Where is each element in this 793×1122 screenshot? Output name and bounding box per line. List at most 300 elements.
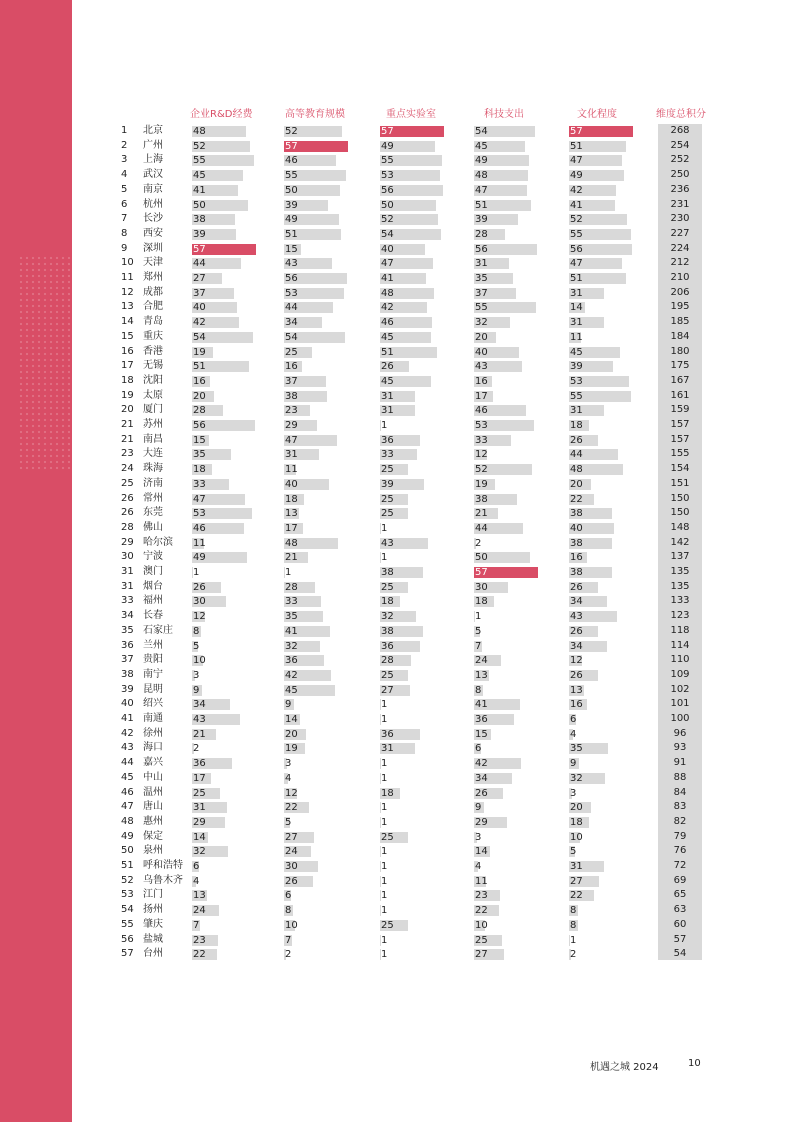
score-value: 31 xyxy=(570,317,583,329)
table-row xyxy=(0,389,793,404)
score-value: 55 xyxy=(570,228,583,240)
score-value: 49 xyxy=(193,552,206,564)
score-value: 18 xyxy=(475,596,488,608)
table-row xyxy=(0,330,793,345)
score-value: 49 xyxy=(475,155,488,167)
rank-number: 10 xyxy=(121,257,134,269)
score-value: 56 xyxy=(475,243,488,255)
city-name: 常州 xyxy=(143,492,163,504)
rank-number: 37 xyxy=(121,654,134,666)
city-name: 南通 xyxy=(143,713,163,724)
score-value: 37 xyxy=(475,287,488,299)
score-value: 43 xyxy=(285,258,298,270)
score-value: 36 xyxy=(381,728,394,740)
score-value: 55 xyxy=(475,302,488,314)
score-value: 1 xyxy=(381,714,388,725)
score-value: 5 xyxy=(475,625,482,637)
score-value: 33 xyxy=(381,449,394,461)
rank-number: 6 xyxy=(121,198,128,210)
score-value: 18 xyxy=(570,420,583,431)
score-value: 38 xyxy=(285,390,298,402)
city-name: 济南 xyxy=(143,477,163,489)
rank-number: 12 xyxy=(121,286,134,298)
score-value: 26 xyxy=(475,787,488,799)
score-value: 31 xyxy=(193,802,206,814)
score-value: 16 xyxy=(570,699,583,711)
score-value: 11 xyxy=(570,331,583,343)
table-row xyxy=(0,580,793,595)
score-value: 45 xyxy=(475,140,488,152)
city-name: 泉州 xyxy=(143,845,163,857)
table-row xyxy=(0,227,793,242)
score-value: 1 xyxy=(381,420,388,431)
table-row xyxy=(0,256,793,271)
score-value: 33 xyxy=(475,434,488,446)
score-value: 1 xyxy=(381,552,388,564)
table-row xyxy=(0,712,793,727)
score-value: 19 xyxy=(193,346,206,358)
score-value: 15 xyxy=(475,728,488,740)
score-value: 47 xyxy=(285,434,298,446)
score-value: 26 xyxy=(193,581,206,593)
score-value: 41 xyxy=(570,199,583,211)
table-row xyxy=(0,800,793,815)
score-value: 26 xyxy=(285,875,298,887)
score-value: 36 xyxy=(381,640,394,652)
table-row xyxy=(0,477,793,492)
score-value: 32 xyxy=(193,846,206,858)
score-value: 13 xyxy=(475,669,488,681)
score-value: 13 xyxy=(193,890,206,902)
score-value: 54 xyxy=(193,331,206,343)
total-score: 54 xyxy=(673,948,687,960)
city-name: 呼和浩特 xyxy=(143,860,183,871)
rank-number: 1 xyxy=(121,125,128,136)
score-value: 42 xyxy=(381,302,394,314)
table-row xyxy=(0,918,793,933)
city-name: 保定 xyxy=(143,830,163,842)
score-value: 6 xyxy=(193,861,200,872)
score-value: 10 xyxy=(285,919,298,931)
score-value: 47 xyxy=(381,258,394,270)
score-value: 10 xyxy=(475,919,488,931)
table-row xyxy=(0,594,793,609)
rank-number: 48 xyxy=(121,815,134,827)
score-value: 31 xyxy=(381,390,394,402)
table-row xyxy=(0,815,793,830)
score-value: 17 xyxy=(285,522,298,534)
score-value: 3 xyxy=(475,831,482,843)
rank-number: 30 xyxy=(121,551,134,563)
table-row xyxy=(0,874,793,889)
score-value: 31 xyxy=(570,287,583,299)
score-value: 1 xyxy=(381,758,388,770)
table-row xyxy=(0,315,793,330)
total-score: 167 xyxy=(670,374,690,386)
score-value: 40 xyxy=(570,522,583,534)
rank-number: 43 xyxy=(121,742,134,754)
city-name: 盐城 xyxy=(143,933,163,945)
score-value: 52 xyxy=(381,214,394,226)
score-value: 44 xyxy=(193,258,206,270)
score-value: 31 xyxy=(570,861,583,872)
city-name: 武汉 xyxy=(143,169,163,181)
rank-number: 16 xyxy=(121,345,134,357)
score-value: 6 xyxy=(475,743,482,755)
total-score: 157 xyxy=(670,433,690,445)
score-value: 34 xyxy=(570,596,583,608)
table-row xyxy=(0,418,793,433)
score-value: 2 xyxy=(570,949,577,961)
score-value: 51 xyxy=(193,361,206,373)
rank-number: 56 xyxy=(121,933,134,945)
table-row xyxy=(0,345,793,360)
city-name: 郑州 xyxy=(143,272,163,283)
total-score: 93 xyxy=(673,742,687,754)
score-value: 38 xyxy=(475,493,488,505)
header-tech-spending: 科技支出 xyxy=(484,109,524,120)
city-name: 昆明 xyxy=(143,683,163,695)
score-value: 40 xyxy=(475,346,488,358)
city-name: 合肥 xyxy=(143,301,163,313)
table-row xyxy=(0,668,793,683)
city-name: 西安 xyxy=(143,227,163,239)
score-value: 40 xyxy=(381,243,394,255)
score-value: 57 xyxy=(193,243,206,255)
score-value: 57 xyxy=(285,140,298,152)
score-value: 1 xyxy=(475,611,482,623)
score-value: 1 xyxy=(381,949,388,961)
table-row xyxy=(0,242,793,257)
city-name: 温州 xyxy=(143,786,163,798)
total-score: 236 xyxy=(670,183,690,195)
score-value: 22 xyxy=(193,949,206,961)
city-name: 青岛 xyxy=(143,316,163,328)
score-value: 42 xyxy=(193,317,206,329)
score-value: 20 xyxy=(570,802,583,814)
rank-number: 34 xyxy=(121,610,134,622)
rank-number: 18 xyxy=(121,374,134,386)
score-value: 27 xyxy=(570,875,583,887)
total-score: 82 xyxy=(673,815,687,827)
table-row xyxy=(0,653,793,668)
rank-number: 52 xyxy=(121,874,134,886)
city-name: 厦门 xyxy=(143,404,163,416)
score-value: 35 xyxy=(193,449,206,461)
total-score: 109 xyxy=(670,668,690,680)
rank-number: 57 xyxy=(121,948,134,960)
score-value: 5 xyxy=(285,816,292,828)
score-value: 1 xyxy=(285,567,292,578)
score-value: 19 xyxy=(475,478,488,490)
score-value: 18 xyxy=(193,464,206,476)
city-name: 天津 xyxy=(143,257,163,269)
score-value: 55 xyxy=(570,390,583,402)
score-value: 45 xyxy=(570,346,583,358)
score-value: 35 xyxy=(475,273,488,284)
score-value: 16 xyxy=(570,552,583,564)
rank-number: 39 xyxy=(121,683,134,695)
score-value: 27 xyxy=(285,831,298,843)
score-value: 10 xyxy=(570,831,583,843)
city-name: 大连 xyxy=(143,448,163,460)
total-score: 79 xyxy=(673,830,687,842)
score-value: 1 xyxy=(193,567,200,578)
total-score: 135 xyxy=(670,566,690,577)
score-value: 55 xyxy=(381,155,394,167)
city-name: 乌鲁木齐 xyxy=(143,874,183,886)
score-value: 22 xyxy=(570,890,583,902)
score-value: 39 xyxy=(570,361,583,373)
score-value: 1 xyxy=(381,816,388,828)
score-value: 3 xyxy=(285,758,292,770)
score-value: 38 xyxy=(570,537,583,549)
rank-number: 42 xyxy=(121,727,134,739)
score-value: 55 xyxy=(285,170,298,182)
score-value: 39 xyxy=(381,478,394,490)
score-value: 25 xyxy=(381,493,394,505)
rank-number: 28 xyxy=(121,521,134,533)
rank-number: 23 xyxy=(121,448,134,460)
total-score: 96 xyxy=(673,727,687,739)
score-value: 31 xyxy=(381,743,394,755)
score-value: 35 xyxy=(285,611,298,623)
total-score: 150 xyxy=(670,492,690,504)
score-value: 1 xyxy=(381,890,388,902)
score-value: 50 xyxy=(193,199,206,211)
total-score: 180 xyxy=(670,345,690,357)
score-value: 11 xyxy=(475,875,488,887)
rank-number: 31 xyxy=(121,566,134,577)
score-value: 21 xyxy=(193,728,206,740)
table-row xyxy=(0,933,793,948)
score-value: 39 xyxy=(285,199,298,211)
table-row xyxy=(0,565,793,580)
table-row xyxy=(0,447,793,462)
score-value: 48 xyxy=(193,126,206,137)
score-value: 52 xyxy=(285,126,298,137)
score-value: 51 xyxy=(285,228,298,240)
score-value: 34 xyxy=(285,317,298,329)
total-score: 133 xyxy=(670,595,690,607)
total-score: 100 xyxy=(670,713,690,724)
score-value: 9 xyxy=(285,699,292,711)
score-value: 50 xyxy=(381,199,394,211)
score-value: 53 xyxy=(475,420,488,431)
total-score: 137 xyxy=(670,551,690,563)
score-value: 23 xyxy=(475,890,488,902)
rank-number: 54 xyxy=(121,904,134,916)
score-value: 7 xyxy=(475,640,482,652)
city-name: 南昌 xyxy=(143,433,163,445)
total-score: 65 xyxy=(673,889,687,901)
score-value: 12 xyxy=(570,655,583,667)
score-value: 30 xyxy=(193,596,206,608)
score-value: 17 xyxy=(475,390,488,402)
score-value: 25 xyxy=(381,464,394,476)
score-value: 38 xyxy=(193,214,206,226)
score-value: 24 xyxy=(193,905,206,917)
score-value: 46 xyxy=(381,317,394,329)
city-name: 南宁 xyxy=(143,668,163,680)
table-row xyxy=(0,859,793,874)
score-value: 44 xyxy=(285,302,298,314)
score-value: 51 xyxy=(475,199,488,211)
score-value: 43 xyxy=(381,537,394,549)
rank-number: 15 xyxy=(121,330,134,342)
score-value: 45 xyxy=(381,375,394,387)
score-value: 32 xyxy=(570,772,583,784)
score-value: 11 xyxy=(193,537,206,549)
header-higher-education: 高等教育规模 xyxy=(285,109,345,120)
table-row xyxy=(0,271,793,286)
table-row xyxy=(0,947,793,962)
score-value: 25 xyxy=(475,934,488,946)
score-value: 1 xyxy=(381,802,388,814)
rank-number: 11 xyxy=(121,272,134,283)
table-row xyxy=(0,374,793,389)
rank-number: 55 xyxy=(121,918,134,930)
score-value: 40 xyxy=(285,478,298,490)
score-value: 12 xyxy=(193,611,206,623)
table-row xyxy=(0,506,793,521)
score-value: 25 xyxy=(381,508,394,520)
score-value: 12 xyxy=(475,449,488,461)
city-name: 江门 xyxy=(143,889,163,901)
score-value: 16 xyxy=(285,361,298,373)
score-value: 38 xyxy=(381,625,394,637)
total-score: 159 xyxy=(670,404,690,416)
rank-number: 25 xyxy=(121,477,134,489)
score-value: 25 xyxy=(193,787,206,799)
score-value: 1 xyxy=(381,934,388,946)
table-row xyxy=(0,403,793,418)
total-score: 114 xyxy=(670,639,690,651)
score-value: 29 xyxy=(193,816,206,828)
table-row xyxy=(0,153,793,168)
score-value: 18 xyxy=(570,816,583,828)
score-value: 32 xyxy=(285,640,298,652)
score-value: 24 xyxy=(475,655,488,667)
score-value: 56 xyxy=(570,243,583,255)
score-value: 53 xyxy=(285,287,298,299)
score-value: 31 xyxy=(285,449,298,461)
score-value: 25 xyxy=(381,831,394,843)
score-value: 1 xyxy=(570,934,577,946)
total-score: 195 xyxy=(670,301,690,313)
table-row xyxy=(0,609,793,624)
score-value: 28 xyxy=(285,581,298,593)
score-value: 30 xyxy=(285,861,298,872)
score-value: 25 xyxy=(381,669,394,681)
score-value: 14 xyxy=(570,302,583,314)
score-value: 39 xyxy=(475,214,488,226)
table-row xyxy=(0,212,793,227)
score-value: 43 xyxy=(193,714,206,725)
score-value: 50 xyxy=(285,184,298,196)
score-value: 13 xyxy=(285,508,298,520)
score-value: 26 xyxy=(381,361,394,373)
header-key-labs: 重点实验室 xyxy=(386,109,436,120)
score-value: 18 xyxy=(381,596,394,608)
page-number: 10 xyxy=(688,1058,701,1069)
score-value: 51 xyxy=(570,140,583,152)
score-value: 8 xyxy=(570,919,577,931)
score-value: 4 xyxy=(193,875,200,887)
score-value: 5 xyxy=(570,846,577,858)
header-education-level: 文化程度 xyxy=(577,109,617,120)
score-value: 53 xyxy=(381,170,394,182)
score-value: 41 xyxy=(285,625,298,637)
total-score: 268 xyxy=(670,125,690,136)
rank-number: 24 xyxy=(121,463,134,475)
total-score: 175 xyxy=(670,360,690,372)
score-value: 39 xyxy=(193,228,206,240)
score-value: 34 xyxy=(570,640,583,652)
score-value: 52 xyxy=(193,140,206,152)
rank-number: 31 xyxy=(121,580,134,592)
table-row xyxy=(0,462,793,477)
score-value: 29 xyxy=(475,816,488,828)
table-row xyxy=(0,830,793,845)
rank-number: 53 xyxy=(121,889,134,901)
table-row xyxy=(0,697,793,712)
score-value: 3 xyxy=(193,669,200,681)
rank-number: 14 xyxy=(121,316,134,328)
total-score: 254 xyxy=(670,139,690,151)
score-value: 1 xyxy=(381,846,388,858)
total-score: 154 xyxy=(670,463,690,475)
total-score: 184 xyxy=(670,330,690,342)
score-value: 46 xyxy=(475,405,488,417)
score-value: 52 xyxy=(570,214,583,226)
rank-number: 50 xyxy=(121,845,134,857)
score-value: 38 xyxy=(570,508,583,520)
score-value: 8 xyxy=(193,625,200,637)
rank-number: 33 xyxy=(121,595,134,607)
score-value: 47 xyxy=(570,258,583,270)
score-value: 21 xyxy=(475,508,488,520)
total-score: 91 xyxy=(673,757,687,769)
total-score: 157 xyxy=(670,419,690,430)
score-value: 22 xyxy=(570,493,583,505)
total-score: 69 xyxy=(673,874,687,886)
rank-number: 41 xyxy=(121,713,134,724)
score-value: 54 xyxy=(381,228,394,240)
table-row xyxy=(0,624,793,639)
table-row xyxy=(0,771,793,786)
table-row xyxy=(0,844,793,859)
score-value: 54 xyxy=(475,126,488,137)
total-score: 227 xyxy=(670,227,690,239)
score-value: 44 xyxy=(570,449,583,461)
score-value: 4 xyxy=(475,861,482,872)
score-value: 53 xyxy=(193,508,206,520)
city-name: 香港 xyxy=(143,345,163,357)
table-row xyxy=(0,756,793,771)
score-value: 32 xyxy=(475,317,488,329)
score-value: 40 xyxy=(193,302,206,314)
score-value: 1 xyxy=(381,875,388,887)
score-value: 4 xyxy=(570,728,577,740)
city-name: 哈尔滨 xyxy=(143,536,173,548)
score-value: 50 xyxy=(475,552,488,564)
table-row xyxy=(0,168,793,183)
city-name: 成都 xyxy=(143,286,163,298)
total-score: 60 xyxy=(673,918,687,930)
score-value: 8 xyxy=(285,905,292,917)
city-name: 福州 xyxy=(143,595,163,607)
